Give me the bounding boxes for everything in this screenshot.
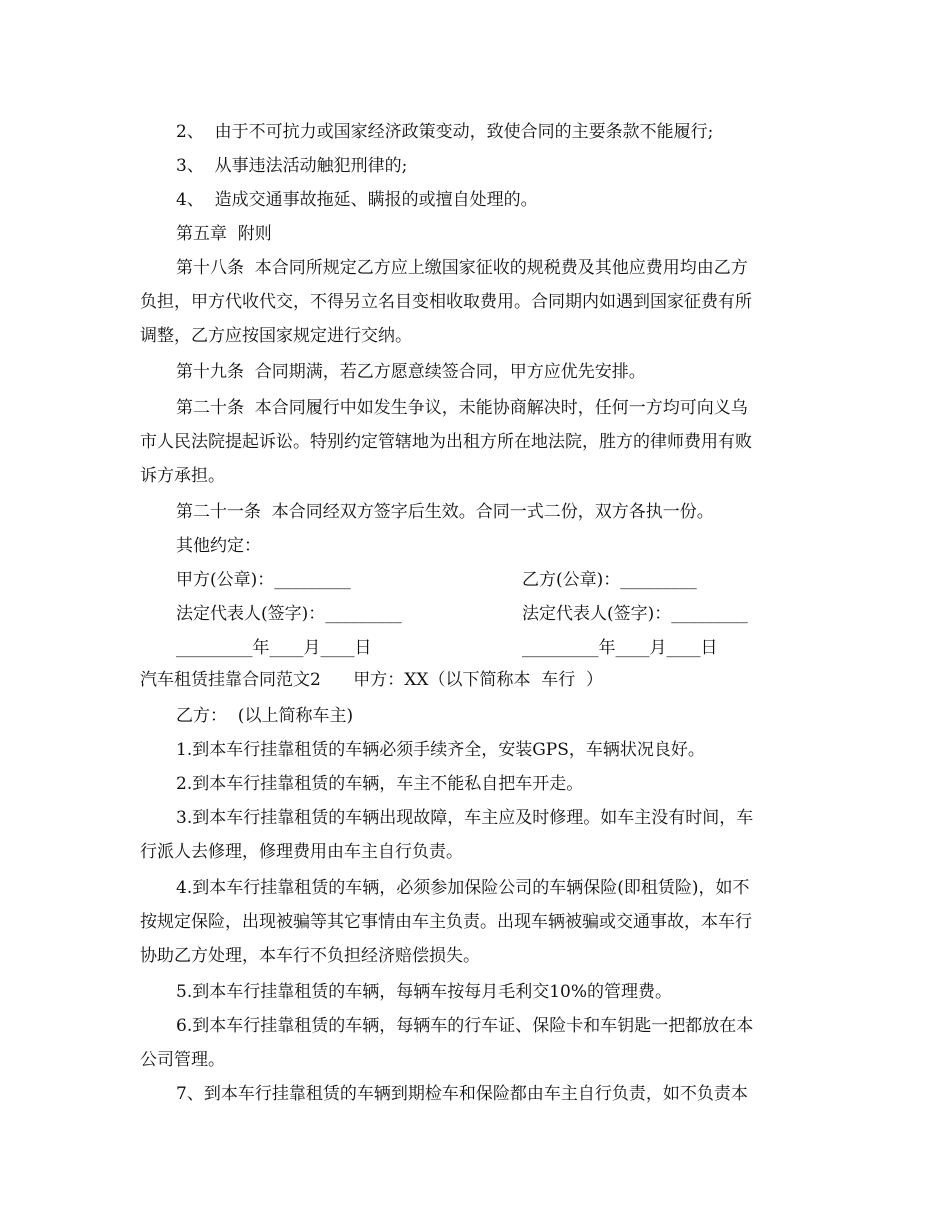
term-4-line-1: 4.到本车行挂靠租赁的车辆，必须参加保险公司的车辆保险(即租赁险)，如不 — [176, 878, 750, 898]
article-18-line-3: 调整，乙方应按国家规定进行交纳。 — [140, 326, 412, 346]
term-2: 2.到本车行挂靠租赁的车辆，车主不能私自把车开走。 — [176, 774, 584, 794]
article-20-line-3: 诉方承担。 — [140, 466, 225, 486]
term-6-line-1: 6.到本车行挂靠租赁的车辆，每辆车的行车证、保险卡和车钥匙一把都放在本 — [176, 1016, 754, 1036]
contract-2-title: 汽车租赁挂靠合同范文2 甲方：XX（以下简称本 车行 ） — [140, 670, 604, 690]
article-21: 第二十一条 本合同经双方签字后生效。合同一式二份，双方各执一份。 — [176, 502, 714, 522]
term-6-line-2: 公司管理。 — [140, 1050, 225, 1070]
term-7-line-1: 7、到本车行挂靠租赁的车辆到期检车和保险都由车主自行负责，如不负责本 — [176, 1084, 748, 1104]
party-b-representative: 法定代表人(签字)：_________ — [522, 604, 748, 624]
article-20-line-2: 市人民法院提起诉讼。特别约定管辖地为出租方所在地法院，胜方的律师费用有败 — [140, 432, 752, 452]
clause-4: 4、 造成交通事故拖延、瞒报的或擅自处理的。 — [176, 190, 538, 210]
term-4-line-2: 按规定保险，出现被骗等其它事情由车主负责。出现车辆被骗或交通事故，本车行 — [140, 912, 752, 932]
term-5: 5.到本车行挂靠租赁的车辆，每辆车按每月毛利交10%的管理费。 — [176, 982, 673, 1002]
chapter-heading: 第五章 附则 — [176, 224, 272, 244]
article-18-line-1: 第十八条 本合同所规定乙方应上缴国家征收的规税费及其他应费用均由乙方 — [176, 258, 748, 278]
article-19: 第十九条 合同期满，若乙方愿意续签合同，甲方应优先安排。 — [176, 362, 646, 382]
party-a-date: _________年____月____日 — [176, 638, 372, 658]
party-a-seal: 甲方(公章)：_________ — [176, 570, 351, 590]
article-20-line-1: 第二十条 本合同履行中如发生争议，未能协商解决时，任何一方均可向义乌 — [176, 398, 748, 418]
term-3-line-2: 行派人去修理，修理费用由车主自行负责。 — [140, 842, 463, 862]
clause-3: 3、 从事违法活动触犯刑律的; — [176, 156, 408, 176]
party-b-line: 乙方： (以上简称车主) — [176, 706, 354, 726]
party-a-representative: 法定代表人(签字)：_________ — [176, 604, 402, 624]
term-3-line-1: 3.到本车行挂靠租赁的车辆出现故障，车主应及时修理。如车主没有时间，车 — [176, 808, 754, 828]
party-b-seal: 乙方(公章)：_________ — [522, 570, 697, 590]
other-agreements: 其他约定： — [176, 536, 261, 556]
party-b-date: _________年____月____日 — [522, 638, 718, 658]
clause-2: 2、 由于不可抗力或国家经济政策变动，致使合同的主要条款不能履行; — [176, 122, 714, 142]
term-4-line-3: 协助乙方处理，本车行不负担经济赔偿损失。 — [140, 946, 480, 966]
article-18-line-2: 负担，甲方代收代交，不得另立名目变相收取费用。合同期内如遇到国家征费有所 — [140, 292, 752, 312]
term-1: 1.到本车行挂靠租赁的车辆必须手续齐全，安装GPS，车辆状况良好。 — [176, 740, 705, 760]
